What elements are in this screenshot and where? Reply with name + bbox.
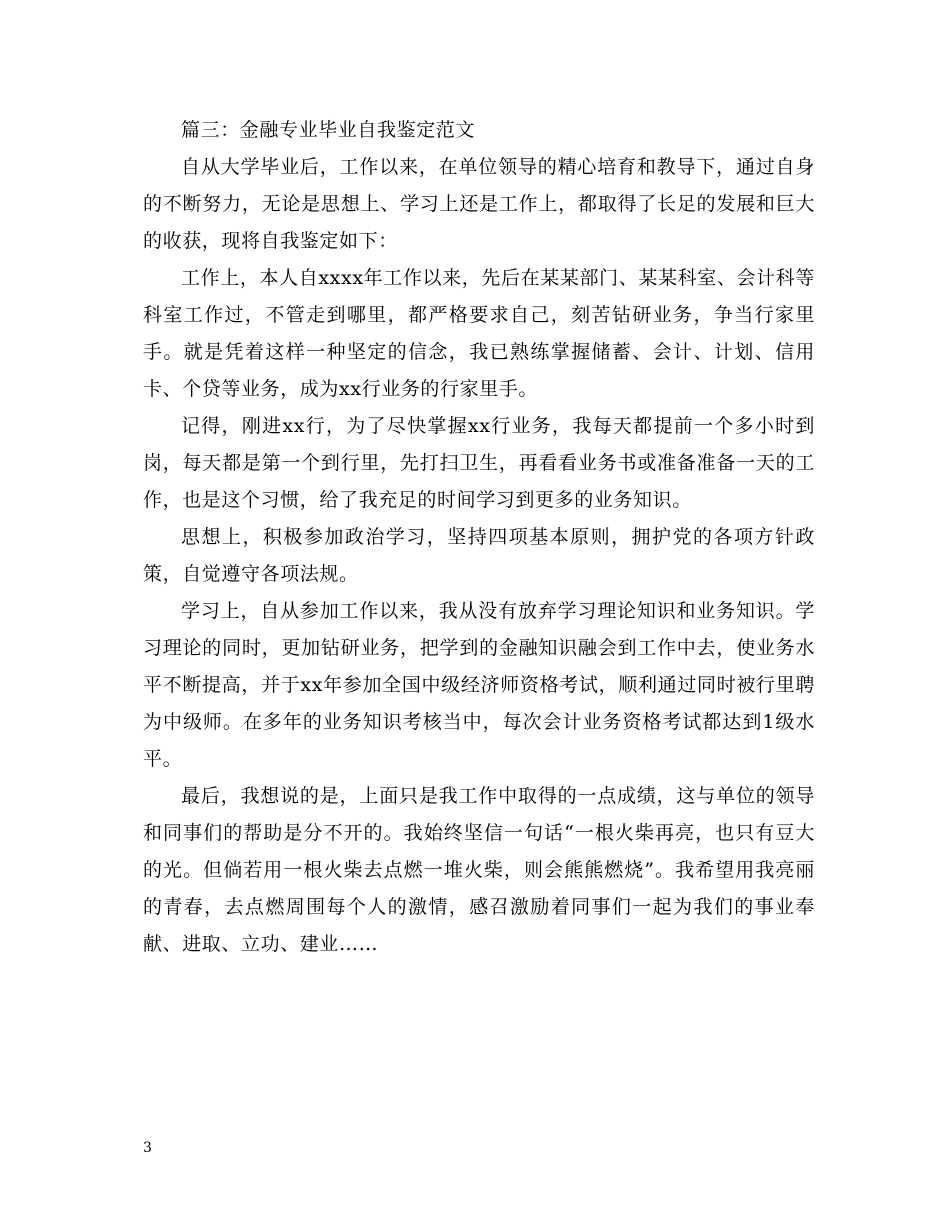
page-number: 3 xyxy=(143,1140,152,1156)
paragraph-memory: 记得，刚进xx行，为了尽快掌握xx行业务，我每天都提前一个多小时到岗，每天都是第一个到行里，先打扫卫生，再看看业务书或准备准备一天的工作，也是这个习惯，给了我充足的时间学习到更多的业务知识。 xyxy=(143,415,815,511)
paragraph-study: 学习上，自从参加工作以来，我从没有放弃学习理论知识和业务知识。学习理论的同时，更加钻研业务，把学到的金融知识融会到工作中去，使业务水平不断提高，并于xx年参加全国中级经济师资格考试，顺利通过同时被行里聘为中级师。在多年的业务知识考核当中，每次会计业务资格考试都达到1级水平。 xyxy=(143,600,815,770)
paragraph-conclusion: 最后，我想说的是，上面只是我工作中取得的一点成绩，这与单位的领导和同事们的帮助是分不开的。我始终坚信一句话“一根火柴再亮，也只有豆大的光。但倘若用一根火柴去点燃一堆火柴，则会熊熊燃烧”。我希望用我亮丽的青春，去点燃周围每个人的激情，感召激励着同事们一起为我们的事业奉献、进取、立功、建业…… xyxy=(143,785,815,955)
paragraph-work: 工作上，本人自xxxx年工作以来，先后在某某部门、某某科室、会计科等科室工作过，不管走到哪里，都严格要求自己，刻苦钻研业务，争当行家里手。就是凭着这样一种坚定的信念，我已熟练掌握储蓄、会计、计划、信用卡、个贷等业务，成为xx行业务的行家里手。 xyxy=(143,267,815,400)
paragraph-thought: 思想上，积极参加政治学习，坚持四项基本原则，拥护党的各项方针政策，自觉遵守各项法规。 xyxy=(143,526,815,585)
document-body xyxy=(143,112,815,963)
document-title: 篇三：金融专业毕业自我鉴定范文 xyxy=(181,119,476,141)
paragraph-intro: 自从大学毕业后，工作以来，在单位领导的精心培育和教导下，通过自身的不断努力，无论是思想上、学习上还是工作上，都取得了长足的发展和巨大的收获，现将自我鉴定如下： xyxy=(143,156,815,252)
